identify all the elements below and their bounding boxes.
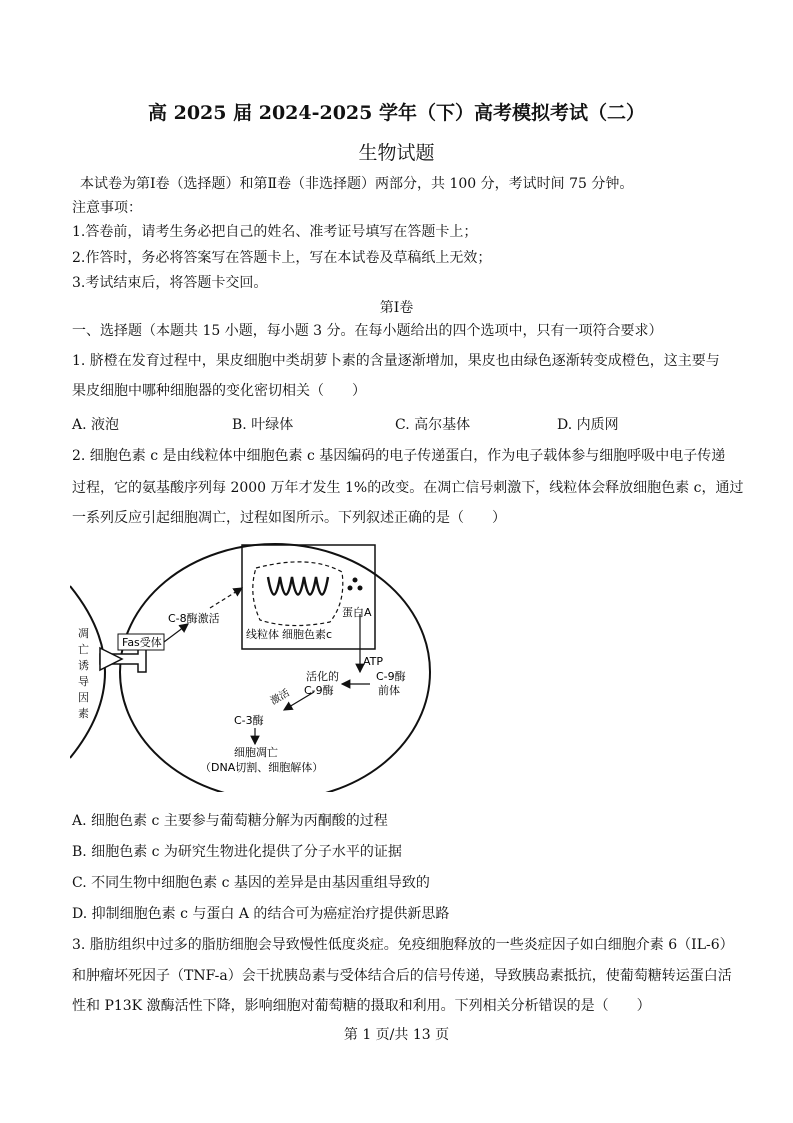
question-3-text: 3. 脂肪组织中过多的脂肪细胞会导致慢性低度炎症。免疫细胞释放的一些炎症因子如白细胞介素 6（IL-6） [72,937,734,953]
question-1-text: 1. 脐橙在发育过程中，果皮细胞中类胡萝卜素的含量逐渐增加，果皮也由绿色逐渐转变成橙色，这主要与 [72,353,720,369]
question-2-option-d: D. 抑制细胞色素 c 与蛋白 A 的结合可为癌症治疗提供新思路 [72,906,450,922]
exam-title: 高 2025 届 2024-2025 学年（下）高考模拟考试（二） [148,102,645,124]
cytochrome-c-dot [358,586,363,591]
question-3-text: 和肿瘤坏死因子（TNF-a）会干扰胰岛素与受体结合后的信号传递，导致胰岛素抵抗，使葡萄糖转运蛋白活 [72,968,732,984]
page-footer: 第 1 页/共 13 页 [343,1027,450,1043]
note-item: 3.考试结束后，将答题卡交回。 [72,275,268,291]
question-2-option-c: C. 不同生物中细胞色素 c 基因的差异是由基因重组导致的 [72,875,430,891]
inducer-char: 因 [78,691,89,704]
mito-label: 线粒体 [246,628,279,641]
inducer-char: 诱 [78,659,89,672]
note-item: 1.答卷前，请考生务必把自己的姓名、准考证号填写在答题卡上； [72,224,478,240]
question-1-option-c: C. 高尔基体 [395,417,471,433]
question-1-text: 果皮细胞中哪种细胞器的变化密切相关（ ） [72,383,366,399]
apoptosis-detail-label: （DNA切割、细胞解体） [200,761,324,774]
inducer-triangle [100,648,122,670]
arrow-receptor-to-c8 [164,624,188,642]
inducer-char: 凋 [78,627,89,640]
question-2-text: 过程，它的氨基酸序列每 2000 万年才发生 1%的改变。在凋亡信号刺激下，线粒体会释放细胞色素 c，通过 [72,480,744,496]
mitochondrion-cristae [268,577,328,595]
inducer-char: 素 [78,707,89,720]
active-c9-label: 活化的 [306,670,339,683]
question-3-text: 性和 P13K 激酶活性下降，影响细胞对葡萄糖的摄取和利用。下列相关分析错误的是（ ） [72,998,651,1014]
cytochrome-c-dot [353,578,358,583]
question-2-option-b: B. 细胞色素 c 为研究生物进化提供了分子水平的证据 [72,844,402,860]
question-1-option-b: B. 叶绿体 [232,417,294,433]
apoptosis-diagram [70,542,470,792]
question-2-text: 一系列反应引起细胞凋亡，过程如图所示。下列叙述正确的是（ ） [72,510,506,526]
atp-label: ATP [363,655,384,668]
exam-intro: 本试卷为第Ⅰ卷（选择题）和第Ⅱ卷（非选择题）两部分，共 100 分，考试时间 75 分钟。 [80,176,634,192]
c3-label: C-3酶 [234,714,264,727]
c8-label: C-8酶激活 [168,612,220,625]
active-c9-label: C-9酶 [304,684,334,697]
cytc-label: 细胞色素c [282,628,333,641]
exam-subject: 生物试题 [358,142,435,164]
question-1-option-d: D. 内质网 [557,417,619,433]
section-heading: 一、选择题（本题共 15 小题，每小题 3 分。在每小题给出的四个选项中，只有一项符合要求） [72,323,663,339]
neighbor-cell-outline [70,586,105,758]
protein-a-label: 蛋白A [342,606,372,619]
volume-heading: 第Ⅰ卷 [379,300,414,316]
c9-precursor-label: 前体 [378,684,400,697]
c9-precursor-label: C-9酶 [376,670,406,683]
arrow-c8-to-mito [210,588,242,608]
cytochrome-c-dot [348,586,353,591]
activate-label: 激活 [268,687,292,708]
fas-receptor-label: Fas受体 [122,636,162,649]
inducer-char: 亡 [78,643,89,656]
inducer-label [78,627,89,720]
apoptosis-label: 细胞凋亡 [234,746,278,759]
note-item: 2.作答时，务必将答案写在答题卡上，写在本试卷及草稿纸上无效； [72,250,492,266]
question-2-text: 2. 细胞色素 c 是由线粒体中细胞色素 c 基因编码的电子传递蛋白，作为电子载体参与细胞呼吸中电子传递 [72,448,726,464]
notes-heading: 注意事项： [72,200,142,216]
question-1-option-a: A. 液泡 [72,417,120,433]
question-2-option-a: A. 细胞色素 c 主要参与葡萄糖分解为丙酮酸的过程 [72,813,388,829]
inducer-char: 导 [78,675,89,688]
